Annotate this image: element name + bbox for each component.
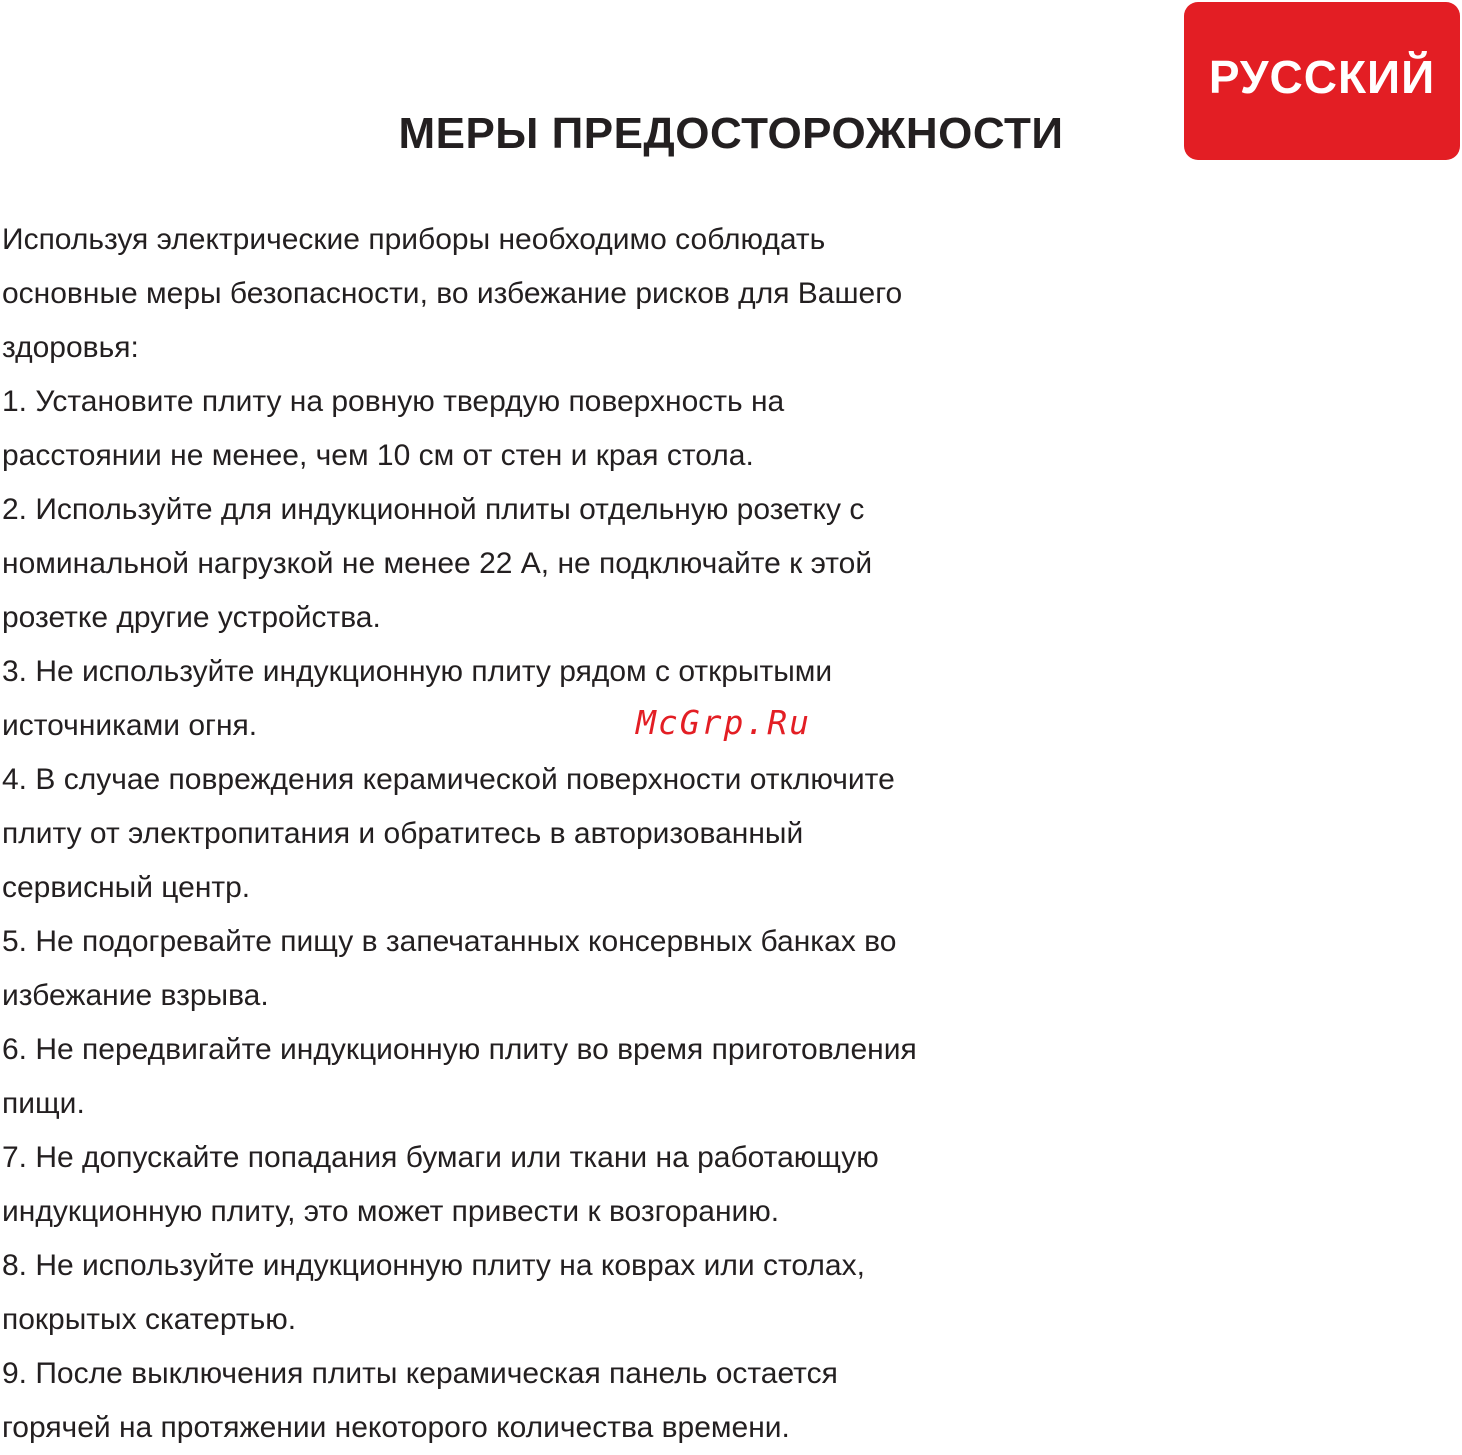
text-line: 2. Используйте для индукционной плиты отдельную розетку с [2, 493, 865, 526]
text-line: 5. Не подогревайте пищу в запечатанных консервных банках во [2, 925, 897, 958]
text-line: индукционную плиту, это может привести к возгоранию. [2, 1195, 780, 1228]
safety-text [2, 213, 1462, 1455]
text-line: 4. В случае повреждения керамической поверхности отключите [2, 763, 895, 796]
watermark: McGrp.Ru [636, 703, 811, 742]
text-line: горячей на протяжении некоторого количества времени. [2, 1411, 790, 1444]
text-line: 6. Не передвигайте индукционную плиту во время приготовления [2, 1033, 917, 1066]
text-line: основные меры безопасности, во избежание рисков для Вашего [2, 277, 903, 310]
text-line: покрытых скатертью. [2, 1303, 297, 1336]
page-title: МЕРЫ ПРЕДОСТОРОЖНОСТИ [398, 109, 1064, 158]
text-line: пищи. [2, 1087, 85, 1120]
text-line: Используя электрические приборы необходимо соблюдать [2, 223, 826, 256]
text-line: плиту от электропитания и обратитесь в авторизованный [2, 817, 804, 850]
text-line: 1. Установите плиту на ровную твердую поверхность на [2, 385, 785, 418]
text-line: избежание взрыва. [2, 979, 269, 1012]
language-badge-label: РУССКИЙ [1208, 51, 1436, 103]
text-line: номинальной нагрузкой не менее 22 А, не подключайте к этой [2, 547, 873, 580]
text-line: расстоянии не менее, чем 10 см от стен и края стола. [2, 439, 754, 472]
text-line: сервисный центр. [2, 871, 251, 904]
text-line: здоровья: [2, 331, 139, 364]
text-line: 9. После выключения плиты керамическая панель остается [2, 1357, 838, 1390]
text-line: 8. Не используйте индукционную плиту на коврах или столах, [2, 1249, 865, 1282]
text-line: розетке другие устройства. [2, 601, 381, 634]
text-line: 3. Не используйте индукционную плиту рядом с открытыми [2, 655, 833, 688]
text-line: 7. Не допускайте попадания бумаги или ткани на работающую [2, 1141, 879, 1174]
text-line: источниками огня. [2, 709, 258, 742]
